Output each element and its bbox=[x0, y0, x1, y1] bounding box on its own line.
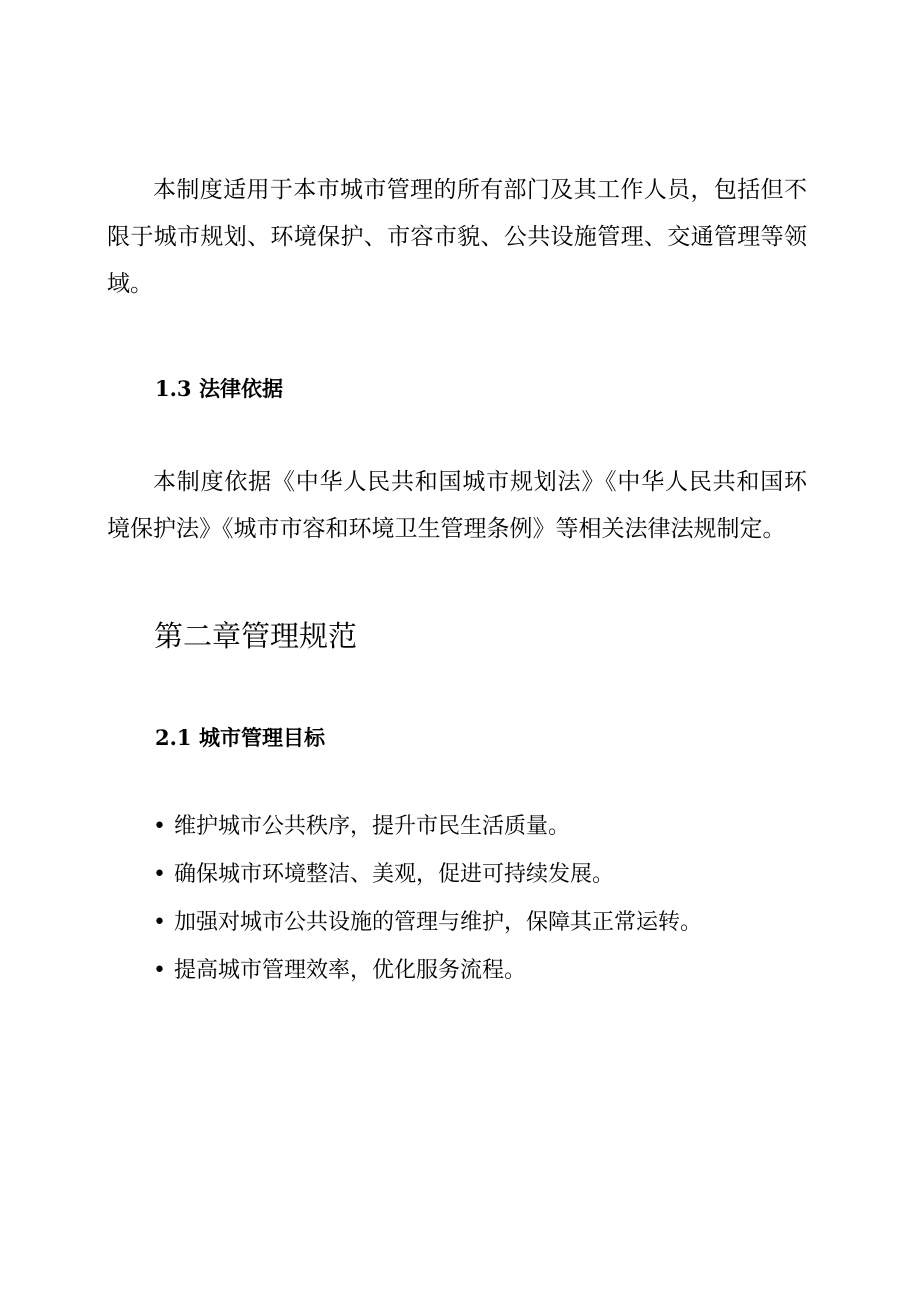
goals-list bbox=[153, 811, 702, 1003]
scope-paragraph: 本制度适用于本市城市管理的所有部门及其工作人员，包括但不限于城市规划、环境保护、市容市貌、公共设施管理、交通管理等领域。 bbox=[107, 177, 807, 297]
bullet-icon: • bbox=[153, 862, 166, 887]
bullet-icon: • bbox=[153, 910, 166, 935]
list-item bbox=[153, 859, 702, 907]
section-number: 2.1 bbox=[155, 725, 192, 750]
list-item bbox=[153, 811, 702, 859]
list-item bbox=[153, 907, 702, 955]
bullet-icon: • bbox=[153, 814, 166, 839]
list-item-text: 确保城市环境整洁、美观，促进可持续发展。 bbox=[174, 862, 615, 887]
list-item-text: 加强对城市公共设施的管理与维护，保障其正常运转。 bbox=[174, 910, 703, 935]
section-title: 法律依据 bbox=[199, 376, 283, 401]
list-item-text: 提高城市管理效率，优化服务流程。 bbox=[174, 958, 527, 983]
section-heading-1-3 bbox=[155, 374, 283, 404]
chapter-title: 第二章管理规范 bbox=[154, 619, 358, 653]
legal-basis-paragraph: 本制度依据《中华人民共和国城市规划法》《中华人民共和国环境保护法》《城市市容和环境卫生管理条例》等相关法律法规制定。 bbox=[107, 469, 807, 542]
list-item-text: 维护城市公共秩序，提升市民生活质量。 bbox=[174, 814, 571, 839]
bullet-icon: • bbox=[153, 958, 166, 983]
section-title: 城市管理目标 bbox=[199, 725, 325, 750]
section-heading-2-1 bbox=[155, 723, 325, 753]
list-item bbox=[153, 955, 702, 1003]
section-number: 1.3 bbox=[155, 376, 192, 401]
